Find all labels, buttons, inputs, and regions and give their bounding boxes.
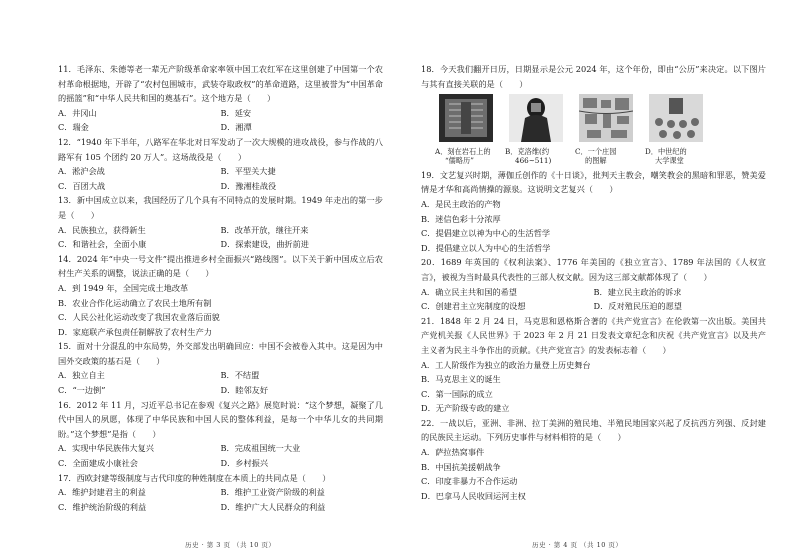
answer-options xyxy=(58,485,383,514)
question-stem: 14．2024 年“中央一号文件”提出推进乡村全面振兴“路线图”。以下关于新中国成立后农村生产关系的调整，说法正确的是（ ） xyxy=(58,253,383,279)
question-block xyxy=(58,471,383,515)
question-stem: 12．“1940 年下半年，八路军在华北对日军发动了一次大规模的进攻战役，参与作战的八路军有 105 个团约 20 万人”。这场战役是（ ） xyxy=(58,136,383,162)
medieval-classroom-image xyxy=(649,94,703,142)
figure-label: C．一个庄园 xyxy=(575,146,617,156)
answer-option[interactable]: D．反对殖民压迫的愿望 xyxy=(593,301,682,312)
question-block xyxy=(58,193,383,251)
question-18 xyxy=(421,62,766,166)
answer-option[interactable]: C．瑞金 xyxy=(58,122,89,133)
figure-label-line2: 466~511) xyxy=(515,156,552,166)
figure-option-b[interactable] xyxy=(505,94,565,166)
question-block xyxy=(421,255,766,313)
answer-option[interactable]: A．实现中华民族伟大复兴 xyxy=(58,443,154,454)
figure-label: B．克洛维(约 xyxy=(505,146,550,156)
answer-options xyxy=(421,358,766,416)
answer-option[interactable]: B．维护工业资产阶级的利益 xyxy=(220,487,325,498)
answer-option[interactable]: A．确立民主共和国的希望 xyxy=(421,286,517,297)
answer-option[interactable]: B．农业合作化运动确立了农民土地所有制 xyxy=(58,297,212,308)
answer-options xyxy=(421,285,766,314)
left-question-column xyxy=(58,62,383,514)
question-stem: 21．1848 年 2 月 24 日，马克思和恩格斯合著的《共产党宣言》在伦敦第一次出版。美国共产党机关报《人民世界》于 2023 年 2 月 21 日发表文章纪念和庆祝《共产党宣言》以及共产主义者为民主斗争作出的贡献。《共产党宣言》的发表标志着（ ） xyxy=(421,315,766,355)
answer-option[interactable]: A．工人阶级作为独立的政治力量登上历史舞台 xyxy=(421,359,591,370)
question-stem: 18．今天我们翻开日历，日期显示是公元 2024 年，这个年份，即由“公历”来决定。以下图片与其有直接关联的是（ ） xyxy=(421,64,766,89)
figure-option-c[interactable] xyxy=(575,94,635,166)
answer-option[interactable]: C．创建君主立宪制度的设想 xyxy=(421,301,526,312)
question-stem: 19．文艺复兴时期，薄伽丘创作的《十日谈》，批判天主教会，嘲笑教会的黑暗和罪恶，赞美爱情是才华和高尚情操的源泉。这说明文艺复兴（ ） xyxy=(421,169,766,195)
answer-option[interactable]: A．到 1949 年，全国完成土地改革 xyxy=(58,282,189,293)
answer-option[interactable]: C．印度非暴力不合作运动 xyxy=(421,476,518,487)
answer-option[interactable]: A．淞沪会战 xyxy=(58,166,105,177)
figure-label-line2: 的图解 xyxy=(585,156,607,166)
question-stem: 15．面对十分混乱的中东局势，外交部发出明确回应：中国不会被卷入其中。这是因为中国外交政策的基石是（ ） xyxy=(58,341,383,366)
question-stem: 11．毛泽东、朱德等老一辈无产阶级革命家率领中国工农红军在这里创建了中国第一个农村革命根据地，开辟了“农村包围城市，武装夺取政权”的革命道路，这里被誉为“中国革命的摇篮”和“中华人民共和国的奠基石”。这个地方是（ ） xyxy=(58,64,383,104)
answer-option[interactable]: B．马克思主义的诞生 xyxy=(421,374,501,385)
answer-options xyxy=(58,368,383,397)
answer-option[interactable]: B．中国抗美援朝战争 xyxy=(421,461,501,472)
question-block xyxy=(421,168,766,256)
manor-diagram-image xyxy=(579,94,633,142)
right-question-column xyxy=(421,62,766,503)
question-block xyxy=(421,314,766,416)
clovis-statue-image xyxy=(509,94,563,142)
question-block xyxy=(421,416,766,504)
answer-options xyxy=(58,281,383,339)
answer-options xyxy=(421,445,766,503)
answer-option[interactable]: C．百团大战 xyxy=(58,180,106,191)
answer-option[interactable]: D．湘潭 xyxy=(220,122,252,133)
rock-calendar-image xyxy=(439,94,493,142)
answer-option[interactable]: B．平型关大捷 xyxy=(220,166,276,177)
answer-option[interactable]: C．和谐社会，全面小康 xyxy=(58,239,147,250)
answer-option[interactable]: D．家庭联产承包责任制解放了农村生产力 xyxy=(58,326,212,337)
answer-option[interactable]: B．迷信色彩十分浓厚 xyxy=(421,213,501,224)
question-stem: 16．2012 年 11 月，习近平总书记在参观《复兴之路》展览时说：“这个梦想，凝聚了几代中国人的夙愿，体现了中华民族和中国人民的整体利益，是每一个中华儿女的共同期盼。”这个梦想”是指（ ） xyxy=(58,399,383,439)
figure-label-line2: “儒略历” xyxy=(445,156,474,166)
right-page-footer: 历史 · 第 4 页 （共 10 页） xyxy=(532,541,623,549)
question-block xyxy=(58,398,383,471)
right-exam-page xyxy=(397,0,794,560)
figure-label-line2: 大学课堂 xyxy=(655,156,684,166)
answer-option[interactable]: D．巴拿马人民收回运河主权 xyxy=(421,490,526,501)
answer-option[interactable]: D．豫湘桂战役 xyxy=(220,180,277,191)
answer-options xyxy=(58,441,383,470)
answer-option[interactable]: D．无产阶级专政的建立 xyxy=(421,403,510,414)
answer-option[interactable]: D．乡村振兴 xyxy=(220,458,269,469)
question-block xyxy=(58,339,383,397)
answer-option[interactable]: B．延安 xyxy=(220,107,252,118)
question-stem: 13．新中国成立以来，我国经历了几个具有不同特点的发展时期。1949 年走出的第一步是（ ） xyxy=(58,195,383,220)
answer-option[interactable]: C．人民公社化运动改变了我国农业落后面貌 xyxy=(58,312,220,323)
answer-option[interactable]: A．独立自主 xyxy=(58,370,105,381)
answer-option[interactable]: C．“一边倒” xyxy=(58,385,106,396)
answer-option[interactable]: A．井冈山 xyxy=(58,107,97,118)
answer-option[interactable]: D．提倡建立以人为中心的生活哲学 xyxy=(421,242,551,253)
figure-option-a[interactable] xyxy=(435,94,495,166)
answer-option[interactable]: A．萨拉热窝事件 xyxy=(421,447,485,458)
answer-option[interactable]: A．是民主政治的产物 xyxy=(421,198,501,209)
answer-option[interactable]: C．提倡建立以神为中心的生活哲学 xyxy=(421,228,551,239)
answer-option[interactable]: C．全面建成小康社会 xyxy=(58,458,138,469)
answer-option[interactable]: A．民族独立，获得新生 xyxy=(58,224,146,235)
answer-options xyxy=(58,164,383,193)
answer-option[interactable]: C．维护统治阶级的利益 xyxy=(58,501,147,512)
answer-option[interactable]: B．不结盟 xyxy=(220,370,260,381)
answer-option[interactable]: A．维护封建君主的利益 xyxy=(58,487,146,498)
answer-option[interactable]: B．改革开放，继往开来 xyxy=(220,224,309,235)
question-18-figures xyxy=(435,94,705,166)
question-stem: 20．1689 年英国的《权利法案》、1776 年美国的《独立宣言》、1789 年法国的《人权宣言》，被视为当时最具代表性的三部人权文献。因为这三部文献都体现了（ ） xyxy=(421,257,766,282)
answer-options xyxy=(58,106,383,135)
answer-option[interactable]: D．睦邻友好 xyxy=(220,385,269,396)
answer-option[interactable]: B．完成祖国统一大业 xyxy=(220,443,301,454)
figure-label: D．中世纪的 xyxy=(645,146,687,156)
answer-option[interactable]: D．探索建设，曲折前进 xyxy=(220,239,309,250)
question-block xyxy=(58,62,383,135)
answer-option[interactable]: B．建立民主政治的诉求 xyxy=(593,286,682,297)
question-stem: 22．一战以后，亚洲、非洲、拉丁美洲的殖民地、半殖民地国家兴起了反抗西方列强、反封建的民族民主运动。下列历史事件与材料相符的是（ ） xyxy=(421,417,766,443)
question-stem: 17．西欧封建等级制度与古代印度的种姓制度在本质上的共同点是（ ） xyxy=(58,472,331,483)
figure-option-d[interactable] xyxy=(645,94,705,166)
left-page-footer: 历史 · 第 3 页 （共 10 页） xyxy=(185,541,276,549)
answer-options xyxy=(421,197,766,255)
question-block xyxy=(58,135,383,193)
answer-options xyxy=(58,223,383,252)
answer-option[interactable]: C．第一国际的成立 xyxy=(421,388,493,399)
question-block xyxy=(58,252,383,340)
answer-option[interactable]: D．维护广大人民群众的利益 xyxy=(220,501,326,512)
figure-label: A．刻在岩石上的 xyxy=(435,146,491,156)
